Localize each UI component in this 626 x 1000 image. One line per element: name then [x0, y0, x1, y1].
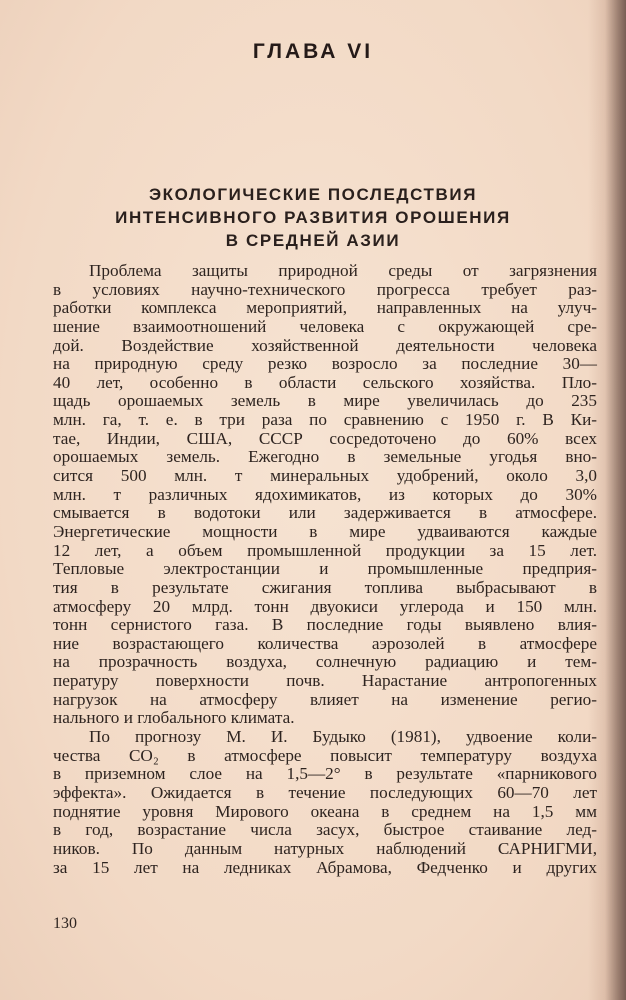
text-line: По прогнозу М. И. Будыко (1981), удвоение коли-: [89, 727, 597, 747]
section-title: [0, 183, 626, 252]
text-line: на природную среду резко возросло за последние 30—: [53, 354, 597, 374]
text-line: орошаемых земель. Ежегодно в земельные угодья вно-: [53, 447, 597, 467]
text-line: эффекта». Ожидается в течение последующих 60—70 лет: [53, 782, 597, 802]
text-line: дой. Воздействие хозяйственной деятельности человека: [53, 335, 597, 355]
text-line: тия в результате сжигания топлива выбрасывают в: [53, 577, 597, 597]
text-line: шение взаимоотношений человека с окружающей сре-: [53, 316, 597, 336]
text-line: Проблема защиты природной среды от загрязнения: [89, 261, 597, 280]
text-line: работки комплекса мероприятий, направленных на улуч-: [53, 298, 597, 318]
text-line: в год, возрастание числа засух, быстрое стаивание лед-: [53, 820, 597, 840]
text-line: смывается в водотоки или задерживается в атмосфере.: [53, 503, 597, 523]
section-title-line: ЭКОЛОГИЧЕСКИЕ ПОСЛЕДСТВИЯ: [148, 185, 478, 204]
text-line: млн. га, т. е. в три раза по сравнению с 1950 г. В Ки-: [53, 410, 597, 430]
chapter-heading: ГЛАВА VI: [252, 40, 374, 63]
page-number: 130: [53, 915, 77, 932]
text-line: в условиях научно-технического прогресса требует раз-: [53, 279, 597, 299]
section-title-line: В СРЕДНЕЙ АЗИИ: [225, 231, 401, 250]
text-line: нагрузок на атмосферу влияет на изменение регио-: [53, 689, 597, 709]
section-title-line: ИНТЕНСИВНОГО РАЗВИТИЯ ОРОШЕНИЯ: [115, 208, 511, 227]
text-line: Тепловые электростанции и промышленные предприя-: [53, 559, 597, 579]
text-line: млн. т различных ядохимикатов, из которых до 30%: [53, 484, 597, 504]
text-line: тонн сернистого газа. В последние годы выявлено влия-: [53, 615, 597, 635]
text-line: сится 500 млн. т минеральных удобрений, около 3,0: [53, 466, 597, 486]
text-line: 40 лет, особенно в области сельского хозяйства. Пло-: [53, 372, 597, 392]
text-line: Энергетические мощности в мире удваиваются каждые: [53, 521, 597, 541]
text-line: атмосферу 20 млрд. тонн двуокиси углерода и 150 млн.: [53, 596, 597, 616]
text-line: на прозрачность воздуха, солнечную радиацию и тем-: [53, 652, 597, 672]
text-line: за 15 лет на ледниках Абрамова, Федченко и других: [53, 857, 597, 877]
text-line: тае, Индии, США, СССР сосредоточено до 60% всех: [53, 428, 597, 448]
text-line: ние возрастающего количества аэрозолей в атмосфере: [53, 633, 597, 653]
text-line: 12 лет, а объем промышленной продукции за 15 лет.: [53, 540, 597, 560]
text-line: в приземном слое на 1,5—2° в результате «парникового: [53, 764, 597, 784]
body-text: [53, 262, 597, 877]
text-line: пературу поверхности почв. Нарастание антропогенных: [53, 671, 597, 691]
text-line: поднятие уровня Мирового океана в среднем на 1,5 мм: [53, 801, 597, 821]
text-line: нального и глобального климата.: [53, 708, 295, 728]
text-line: щадь орошаемых земель в мире увеличилась до 235: [53, 391, 597, 411]
text-line: ников. По данным натурных наблюдений САРНИГМИ,: [53, 838, 597, 858]
text-line: чества CO₂ в атмосфере повысит температуру воздуха: [53, 745, 597, 765]
